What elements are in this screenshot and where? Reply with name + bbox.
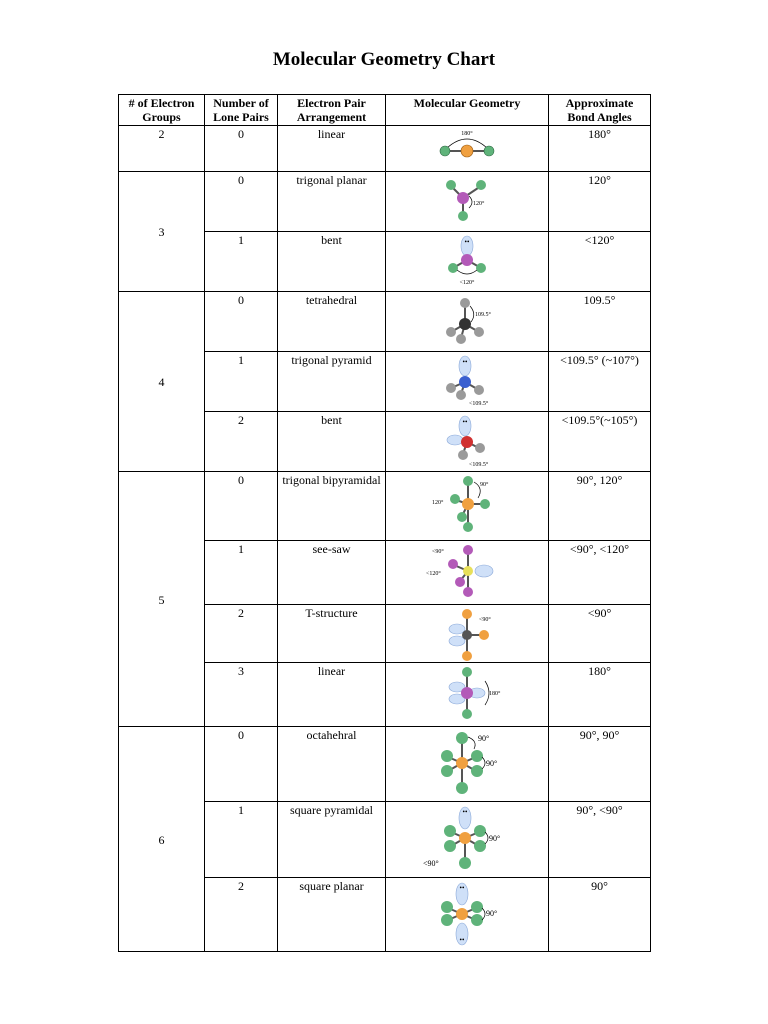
- arrangement-cell: see-saw: [278, 541, 386, 605]
- lone-pairs-cell: 2: [205, 412, 278, 472]
- svg-text:90°: 90°: [478, 734, 490, 743]
- header-electron-groups: # of Electron Groups: [119, 95, 205, 126]
- header-bond-angles: Approximate Bond Angles: [549, 95, 651, 126]
- bond-angles-cell: <109.5°(~105°): [549, 412, 651, 472]
- linear-trigonal-molecule-icon: [427, 663, 507, 723]
- svg-text:••: ••: [462, 418, 468, 426]
- svg-text:••: ••: [462, 358, 468, 366]
- page-title: Molecular Geometry Chart: [272, 49, 496, 70]
- lone-pairs-cell: 0: [205, 126, 278, 172]
- geometry-cell: [386, 172, 549, 232]
- geometry-cell: [386, 232, 549, 292]
- svg-text:<90°: <90°: [479, 617, 491, 623]
- t-shaped-molecule-icon: [427, 605, 507, 661]
- arrangement-cell: square planar: [278, 878, 386, 952]
- geometry-cell: [386, 126, 549, 172]
- svg-text:••: ••: [459, 884, 465, 892]
- trigonal-bipyramidal-molecule-icon: [422, 472, 512, 538]
- bond-angles-cell: <90°, <120°: [549, 541, 651, 605]
- geometry-cell: [386, 412, 549, 472]
- table-row: [119, 172, 651, 232]
- svg-text:<90°: <90°: [423, 859, 439, 868]
- svg-text:••: ••: [459, 936, 465, 944]
- table-row: [119, 472, 651, 541]
- bond-angles-cell: 90°, <90°: [549, 802, 651, 878]
- arrangement-cell: tetrahedral: [278, 292, 386, 352]
- lone-pairs-cell: 1: [205, 802, 278, 878]
- header-geometry: Molecular Geometry: [386, 95, 549, 126]
- bond-angles-cell: 180°: [549, 126, 651, 172]
- geometry-table: [118, 94, 651, 952]
- svg-text:90°: 90°: [486, 759, 498, 768]
- lone-pairs-cell: 0: [205, 172, 278, 232]
- arrangement-cell: linear: [278, 126, 386, 172]
- geometry-cell: [386, 605, 549, 663]
- lone-pairs-cell: 0: [205, 472, 278, 541]
- bond-angles-cell: 120°: [549, 172, 651, 232]
- geometry-cell: [386, 878, 549, 952]
- table-row: [119, 727, 651, 802]
- bent-molecule-icon: [427, 232, 507, 288]
- arrangement-cell: trigonal planar: [278, 172, 386, 232]
- svg-text:<90°: <90°: [432, 549, 444, 555]
- svg-text:<120°: <120°: [426, 571, 441, 577]
- geometry-cell: [386, 663, 549, 727]
- header-lone-pairs: Number of Lone Pairs: [205, 95, 278, 126]
- arrangement-cell: trigonal bipyramidal: [278, 472, 386, 541]
- arrangement-cell: bent: [278, 232, 386, 292]
- electron-groups-cell: 2: [119, 126, 205, 172]
- geometry-cell: [386, 802, 549, 878]
- electron-groups-cell: 4: [119, 292, 205, 472]
- geometry-cell: [386, 541, 549, 605]
- lone-pairs-cell: 1: [205, 541, 278, 605]
- svg-text:••: ••: [462, 808, 468, 816]
- svg-text:<109.5°: <109.5°: [469, 462, 489, 468]
- svg-text:120°: 120°: [473, 201, 485, 207]
- geometry-cell: [386, 727, 549, 802]
- bond-angles-cell: 90°, 90°: [549, 727, 651, 802]
- lone-pairs-cell: 2: [205, 605, 278, 663]
- arrangement-cell: bent: [278, 412, 386, 472]
- svg-text:<120°: <120°: [459, 280, 475, 286]
- table-row: [119, 126, 651, 172]
- header-row: [119, 95, 651, 126]
- tetrahedral-molecule-icon: [427, 292, 507, 348]
- arrangement-cell: trigonal pyramid: [278, 352, 386, 412]
- see-saw-molecule-icon: [422, 541, 512, 601]
- arrangement-cell: linear: [278, 663, 386, 727]
- geometry-cell: [386, 352, 549, 412]
- geometry-cell: [386, 292, 549, 352]
- arrangement-cell: square pyramidal: [278, 802, 386, 878]
- bond-angles-cell: <109.5° (~107°): [549, 352, 651, 412]
- geometry-cell: [386, 472, 549, 541]
- bond-angles-cell: 90°, 120°: [549, 472, 651, 541]
- trigonal-planar-molecule-icon: [427, 172, 507, 228]
- svg-text:90°: 90°: [489, 834, 501, 843]
- trigonal-pyramid-molecule-icon: [427, 352, 507, 408]
- linear-molecule-icon: [427, 126, 507, 166]
- table-row: [119, 292, 651, 352]
- lone-pairs-cell: 0: [205, 292, 278, 352]
- bond-angles-cell: <120°: [549, 232, 651, 292]
- electron-groups-cell: 6: [119, 727, 205, 952]
- svg-text:<109.5°: <109.5°: [469, 401, 489, 407]
- svg-text:90°: 90°: [486, 909, 498, 918]
- bond-angles-cell: 180°: [549, 663, 651, 727]
- square-pyramidal-molecule-icon: [419, 802, 515, 874]
- svg-text:120°: 120°: [432, 500, 444, 506]
- svg-text:180°: 180°: [461, 131, 473, 137]
- bent-tetrahedral-molecule-icon: [427, 412, 507, 468]
- bond-angles-cell: 90°: [549, 878, 651, 952]
- bond-angles-cell: <90°: [549, 605, 651, 663]
- lone-pairs-cell: 2: [205, 878, 278, 952]
- svg-text:••: ••: [464, 238, 470, 246]
- lone-pairs-cell: 1: [205, 232, 278, 292]
- lone-pairs-cell: 3: [205, 663, 278, 727]
- electron-groups-cell: 3: [119, 172, 205, 292]
- arrangement-cell: T-structure: [278, 605, 386, 663]
- svg-text:109.5°: 109.5°: [475, 312, 491, 318]
- arrangement-cell: octahehral: [278, 727, 386, 802]
- svg-text:90°: 90°: [480, 482, 489, 488]
- square-planar-molecule-icon: [422, 878, 512, 948]
- electron-groups-cell: 5: [119, 472, 205, 727]
- lone-pairs-cell: 1: [205, 352, 278, 412]
- bond-angles-cell: 109.5°: [549, 292, 651, 352]
- svg-text:180°: 180°: [489, 691, 501, 697]
- header-arrangement: Electron Pair Arrangement: [278, 95, 386, 126]
- lone-pairs-cell: 0: [205, 727, 278, 802]
- octahedral-molecule-icon: [422, 727, 512, 799]
